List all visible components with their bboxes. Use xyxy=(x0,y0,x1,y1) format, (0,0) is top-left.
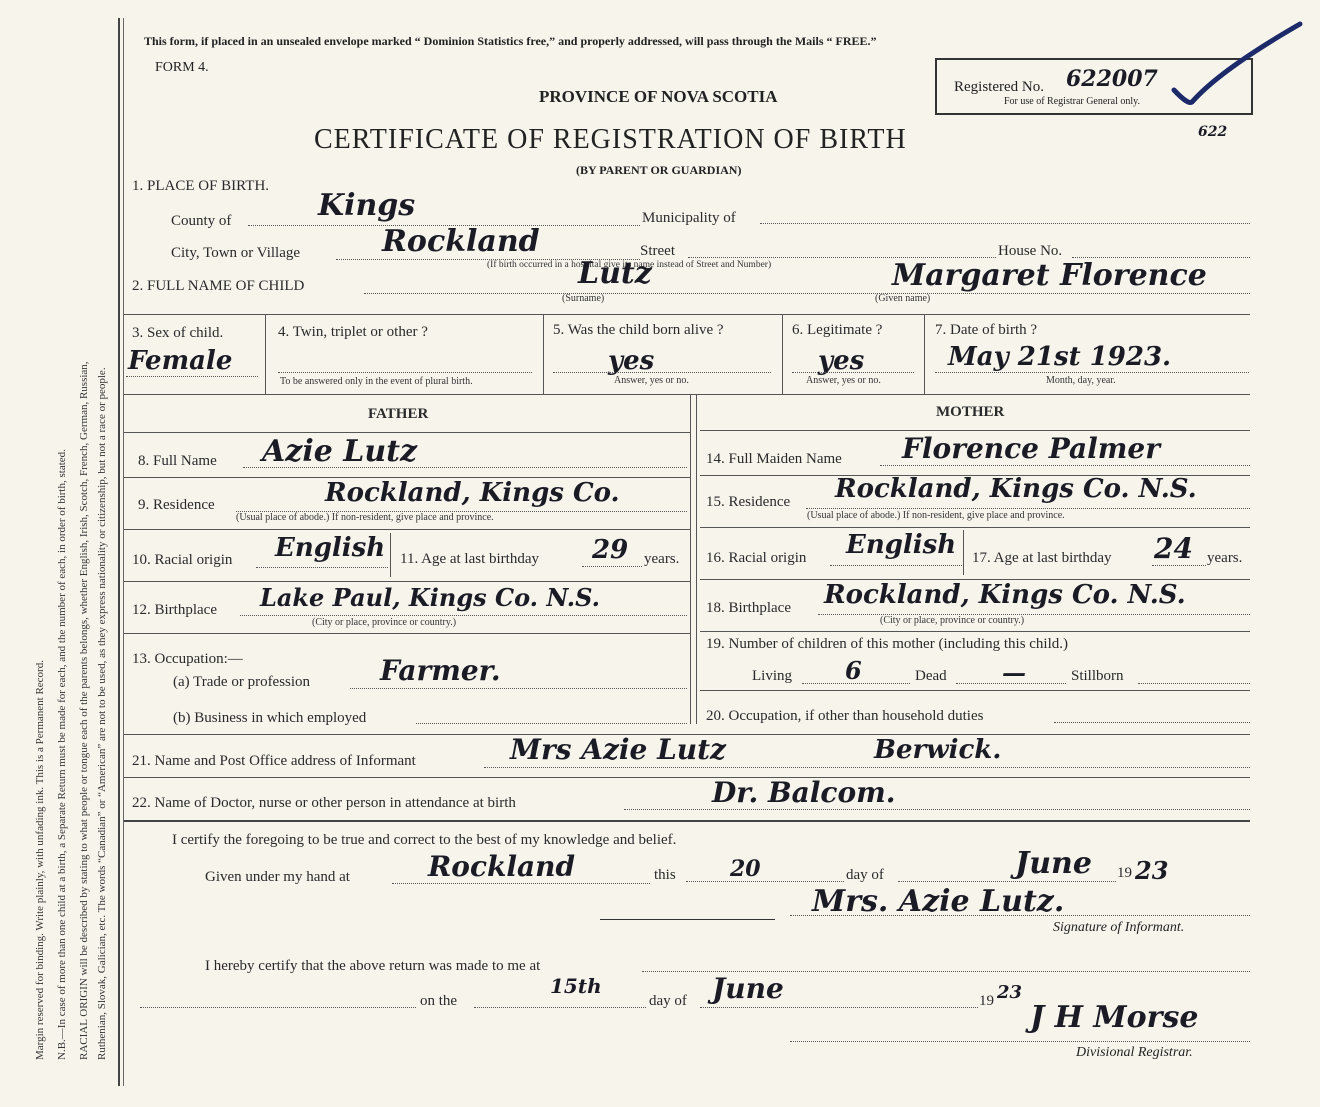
mother-residence-label: 15. Residence xyxy=(706,494,791,510)
registrar-day-of: day of xyxy=(649,993,687,1009)
dead-count: — xyxy=(1002,658,1026,687)
day-of-label: day of xyxy=(846,867,884,883)
registrar-year-prefix: 19 xyxy=(979,993,994,1009)
registrar-caption: Divisional Registrar. xyxy=(1076,1045,1193,1060)
child-surname: Lutz xyxy=(578,256,652,291)
informant-signature-caption: Signature of Informant. xyxy=(1053,920,1185,935)
father-race: English xyxy=(275,533,386,563)
legitimate-value: yes xyxy=(818,346,865,376)
registrar-signature: J H Morse xyxy=(1030,1000,1199,1035)
mail-note: This form, if placed in an unsealed envelope marked “ Dominion Statistics free,” and properly addressed, will pass through the Mails “ FREE.” xyxy=(144,34,877,48)
mother-race-label: 16. Racial origin xyxy=(706,550,807,566)
county-value: Kings xyxy=(318,188,416,223)
margin-note-multiple-births: N.B.—In case of more than one child at a birth, a Separate Return must be made for each, and the number of each, in order of birth, stated. xyxy=(56,449,68,1060)
date-of-birth-caption: Month, day, year. xyxy=(1046,375,1116,386)
father-heading: FATHER xyxy=(368,406,429,422)
child-given-name: Margaret Florence xyxy=(892,258,1207,293)
mother-years: years. xyxy=(1207,550,1243,566)
registrar-year: 23 xyxy=(997,982,1023,1003)
date-of-birth-value: May 21st 1923. xyxy=(948,342,1172,372)
mother-children-label: 19. Number of children of this mother (including this child.) xyxy=(706,636,1069,652)
informant-address: Berwick. xyxy=(874,735,1002,765)
place-of-birth-heading: 1. PLACE OF BIRTH. xyxy=(132,178,270,194)
registered-number: 622007 xyxy=(1066,66,1158,92)
doctor-name: Dr. Balcom. xyxy=(712,776,896,809)
check-mark-icon xyxy=(1170,20,1310,110)
sex-label: 3. Sex of child. xyxy=(132,325,224,341)
dead-label: Dead xyxy=(915,668,947,684)
father-race-label: 10. Racial origin xyxy=(132,552,233,568)
municipality-label: Municipality of xyxy=(642,210,736,226)
legitimate-label: 6. Legitimate ? xyxy=(792,322,883,338)
date-of-birth-label: 7. Date of birth ? xyxy=(935,322,1038,338)
father-trade-label: (a) Trade or profession xyxy=(173,674,311,690)
city-label: City, Town or Village xyxy=(171,245,301,261)
born-alive-caption: Answer, yes or no. xyxy=(614,375,689,386)
father-residence-label: 9. Residence xyxy=(138,497,215,513)
province-heading: PROVINCE OF NOVA SCOTIA xyxy=(539,87,778,106)
living-label: Living xyxy=(752,668,792,684)
street-label: Street xyxy=(640,243,675,259)
registrar-statement: I hereby certify that the above return was made to me at xyxy=(205,958,541,974)
mother-occupation-label: 20. Occupation, if other than household duties xyxy=(706,708,984,724)
mother-birthplace: Rockland, Kings Co. N.S. xyxy=(824,580,1186,610)
father-age-label: 11. Age at last birthday xyxy=(400,551,539,567)
mother-residence-caption: (Usual place of abode.) If non-resident, give place and province. xyxy=(807,510,1065,521)
registrar-day: 15th xyxy=(550,974,602,998)
father-trade: Farmer. xyxy=(380,654,501,687)
registrar-month: June xyxy=(712,972,784,1005)
informant-signature: Mrs. Azie Lutz. xyxy=(812,884,1065,919)
father-residence: Rockland, Kings Co. xyxy=(325,478,620,508)
margin-note-racial-origin-1: RACIAL ORIGIN will be described by stating to what people or tongue each of the parents belongs, whether English, Irish, Scotch, French, German, Russian, xyxy=(78,361,90,1060)
hospital-note: (If birth occurred in a hospital give its name instead of Street and Number) xyxy=(487,260,772,270)
certification-year-prefix: 19 xyxy=(1117,865,1132,881)
registrar-on-the: on the xyxy=(420,993,458,1009)
mother-birthplace-caption: (City or place, province or country.) xyxy=(880,615,1025,626)
certification-statement: I certify the foregoing to be true and correct to the best of my knowledge and belief. xyxy=(172,832,677,848)
doctor-label: 22. Name of Doctor, nurse or other person in attendance at birth xyxy=(132,795,516,811)
mother-name: Florence Palmer xyxy=(902,432,1161,465)
born-alive-label: 5. Was the child born alive ? xyxy=(553,322,724,338)
registered-label: Registered No. xyxy=(954,79,1044,95)
sex-value: Female xyxy=(128,346,233,376)
given-under-label: Given under my hand at xyxy=(205,869,350,885)
informant-name: Mrs Azie Lutz xyxy=(510,733,726,766)
certificate-subtitle: (BY PARENT OR GUARDIAN) xyxy=(576,163,742,177)
margin-note-binding: Margin reserved for binding. Write plainly, with unfading ink. This is a Permanent Record. xyxy=(34,660,46,1060)
mother-age: 24 xyxy=(1154,532,1193,565)
county-label: County of xyxy=(171,213,232,229)
father-residence-caption: (Usual place of abode.) If non-resident, give place and province. xyxy=(236,512,494,523)
father-age: 29 xyxy=(592,535,629,565)
surname-caption: (Surname) xyxy=(562,293,605,304)
certification-year: 23 xyxy=(1135,856,1169,885)
given-name-caption: (Given name) xyxy=(875,293,931,304)
registrar-use-note: For use of Registrar General only. xyxy=(1004,96,1140,107)
legitimate-caption: Answer, yes or no. xyxy=(806,375,881,386)
city-value: Rockland xyxy=(382,224,540,259)
house-number-label: House No. xyxy=(998,243,1063,259)
father-occupation-label: 13. Occupation:— xyxy=(132,651,243,667)
mother-race: English xyxy=(846,530,957,560)
certification-month: June xyxy=(1015,846,1092,881)
child-name-label: 2. FULL NAME OF CHILD xyxy=(132,278,305,294)
stillborn-label: Stillborn xyxy=(1071,668,1124,684)
informant-label: 21. Name and Post Office address of Informant xyxy=(132,753,416,769)
father-birthplace-caption: (City or place, province or country.) xyxy=(312,617,457,628)
twin-label: 4. Twin, triplet or other ? xyxy=(278,324,428,340)
twin-note: To be answered only in the event of plural birth. xyxy=(280,376,473,387)
margin-note-racial-origin-2: Ruthenian, Slovak, Galician, etc. The words “Canadian” or “American” are not to be used, as they express nationality or citizenship, but not a race or people. xyxy=(96,367,108,1060)
father-birthplace: Lake Paul, Kings Co. N.S. xyxy=(260,583,600,612)
mother-birthplace-label: 18. Birthplace xyxy=(706,600,791,616)
father-years: years. xyxy=(644,551,680,567)
mother-heading: MOTHER xyxy=(936,404,1005,420)
certification-day: 20 xyxy=(730,856,761,882)
father-name-label: 8. Full Name xyxy=(138,453,217,469)
mother-residence: Rockland, Kings Co. N.S. xyxy=(835,474,1197,504)
this-label: this xyxy=(654,867,676,883)
father-business-label: (b) Business in which employed xyxy=(173,710,367,726)
father-birthplace-label: 12. Birthplace xyxy=(132,602,217,618)
born-alive-value: yes xyxy=(608,346,655,376)
margin-note-number: 622 xyxy=(1198,124,1228,140)
mother-name-label: 14. Full Maiden Name xyxy=(706,451,842,467)
form-number: FORM 4. xyxy=(155,60,209,75)
living-count: 6 xyxy=(845,656,862,685)
certificate-title: CERTIFICATE OF REGISTRATION OF BIRTH xyxy=(314,124,907,155)
mother-age-label: 17. Age at last birthday xyxy=(972,550,1112,566)
certification-place: Rockland xyxy=(428,850,576,883)
father-name: Azie Lutz xyxy=(262,434,418,469)
